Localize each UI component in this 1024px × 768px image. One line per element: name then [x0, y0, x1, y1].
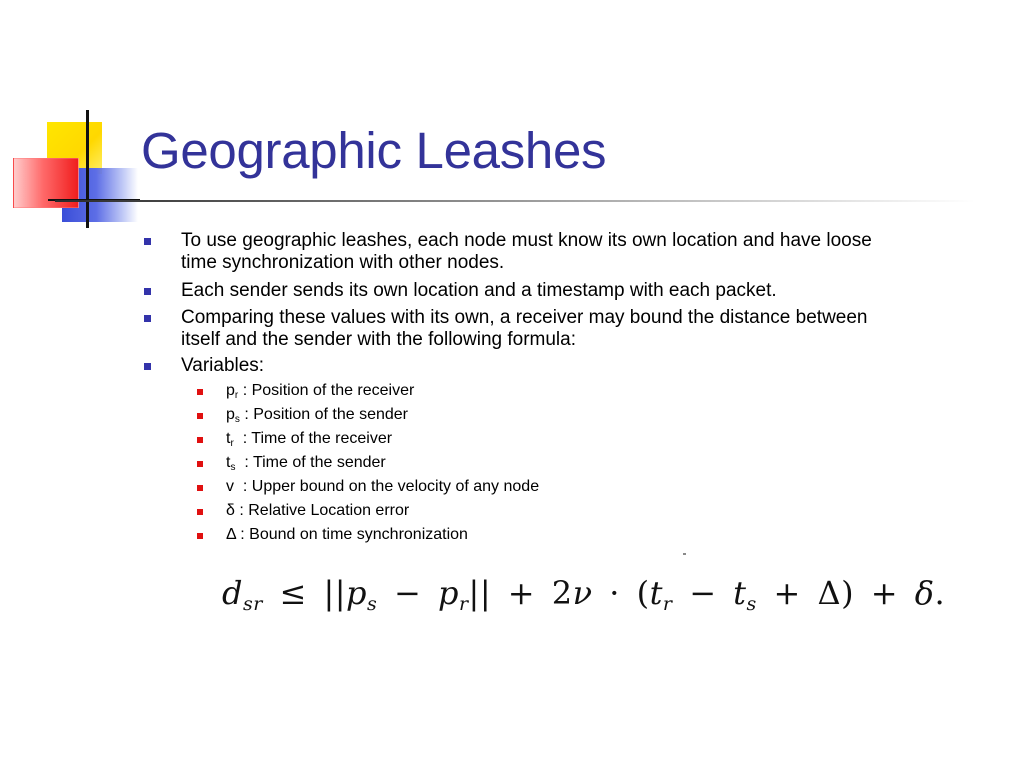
bullet-text: Each sender sends its own location and a timestamp with each packet.	[181, 280, 777, 301]
formula-period: .	[934, 574, 946, 612]
variable-description: : Upper bound on the velocity of any node	[234, 478, 540, 495]
formula-sender-time: t	[733, 574, 747, 612]
bullet-text: Variables:	[181, 355, 265, 376]
formula-receiver-time: t	[649, 574, 663, 612]
variable-item	[226, 501, 726, 521]
square-bullet-icon	[197, 389, 203, 395]
bullet-item-receiver-bound	[181, 307, 911, 351]
variable-subscript: r	[234, 390, 239, 401]
square-bullet-icon	[197, 509, 203, 515]
variable-description: : Position of the sender	[239, 406, 409, 423]
variable-item	[226, 477, 726, 497]
formula-sender-time-subscript: s	[746, 593, 757, 615]
variable-item	[226, 453, 726, 473]
formula-plus: +	[773, 574, 801, 612]
bullet-text: Comparing these values with its own, a receiver may bound the distance between itself and the sender with the following formula:	[181, 307, 868, 350]
square-bullet-icon	[144, 315, 151, 322]
variable-symbol: p	[226, 382, 235, 399]
formula-sender-subscript: s	[367, 593, 378, 615]
square-bullet-icon	[144, 363, 151, 370]
formula-leq: ≤	[279, 574, 307, 612]
variable-symbol: Δ	[226, 526, 236, 543]
formula-location-error: δ	[914, 574, 935, 612]
formula-distance-subscript: sr	[242, 593, 263, 615]
variable-item	[226, 381, 726, 401]
bullet-item-variables	[181, 355, 911, 377]
formula-receiver-position: p	[437, 574, 459, 612]
variable-item	[226, 525, 726, 545]
variable-description: : Time of the sender	[235, 454, 386, 471]
formula-velocity: ν	[572, 574, 593, 612]
square-bullet-icon	[144, 238, 151, 245]
variable-description: : Time of the receiver	[233, 430, 393, 447]
bullet-item-sender-location	[181, 280, 911, 302]
variable-symbol: p	[226, 406, 235, 423]
bullet-item-leash-requirement	[181, 230, 911, 274]
formula-paren-open: (	[636, 574, 650, 612]
formula-norm-open: ||	[323, 574, 347, 612]
variable-description: : Position of the receiver	[238, 382, 415, 399]
square-bullet-icon	[144, 288, 151, 295]
formula-minus: −	[393, 574, 422, 612]
slide-title: Geographic Leashes	[141, 122, 607, 179]
square-bullet-icon	[197, 437, 203, 443]
bullet-text: To use geographic leashes, each node must know its own location and have loose time synchronization with other nodes.	[181, 230, 872, 273]
variable-subscript: r	[230, 438, 234, 449]
variable-item	[226, 405, 726, 425]
variable-description: : Relative Location error	[234, 502, 410, 519]
variable-symbol: t	[226, 430, 231, 447]
variable-description: : Bound on time synchronization	[235, 526, 468, 543]
formula-sender-position: p	[346, 574, 368, 612]
formula-dot: ·	[609, 574, 620, 612]
formula-paren-close: )	[841, 574, 855, 612]
square-bullet-icon	[197, 413, 203, 419]
variable-item	[226, 429, 726, 449]
formula-norm-close: ||	[468, 574, 492, 612]
formula-plus: +	[507, 574, 536, 612]
variable-symbol: t	[226, 454, 231, 471]
formula-coefficient: 2	[551, 574, 573, 612]
formula-minus: −	[689, 574, 717, 612]
formula-distance-symbol: d	[222, 574, 243, 612]
formula-receiver-time-subscript: r	[662, 593, 673, 615]
variable-symbol: δ	[226, 502, 235, 519]
square-bullet-icon	[197, 485, 203, 491]
distance-bound-formula	[222, 565, 946, 621]
formula-time-sync-bound: Δ	[817, 574, 842, 612]
square-bullet-icon	[197, 461, 203, 467]
square-bullet-icon	[197, 533, 203, 539]
variable-subscript: s	[234, 414, 240, 425]
variable-symbol: v	[226, 478, 234, 495]
formula-plus: +	[870, 574, 899, 612]
variable-subscript: s	[230, 462, 236, 473]
speck-decoration	[683, 553, 686, 555]
formula-receiver-subscript: r	[458, 593, 469, 615]
